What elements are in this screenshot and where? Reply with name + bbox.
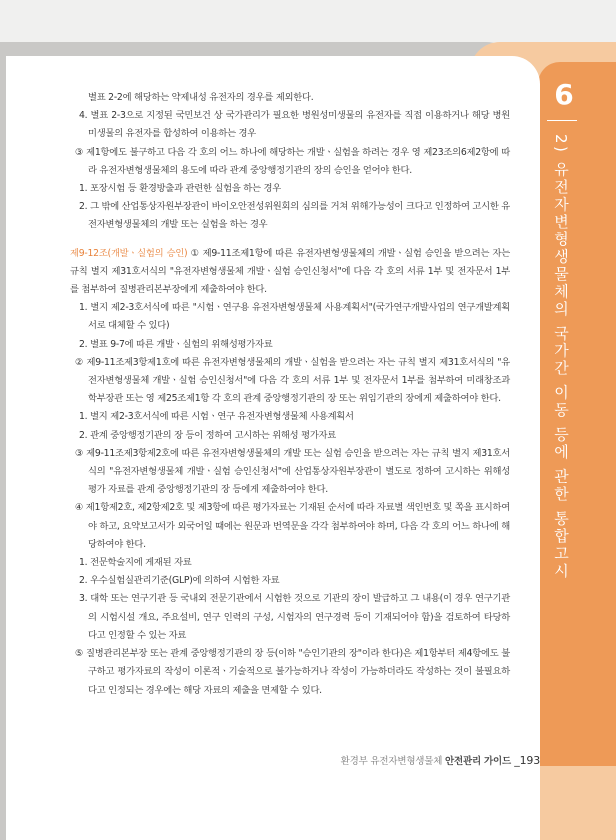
list-item: 2. 별표 9-7에 따른 개발ㆍ실험의 위해성평가자료 — [79, 338, 273, 350]
chapter-tab — [538, 62, 616, 766]
list-item: ⑤ 질병관리본부장 또는 관계 중앙행정기관의 장 등(이하 "승인기관의 장"이라 한다)은 제1항부터 제4항에도 불구하고 평가자료의 작성이 이론적ㆍ기술적으로 불가능하거나 작성이 가능하더라도 작성하는 것이 불필요하다고 인정되는 경우에는 해당 자료의 제출을 면제할 수 있다. — [75, 648, 510, 696]
document-body — [70, 89, 510, 700]
article-body: ① 제9-11조제1항에 따른 유전자변형생물체의 개발ㆍ실험 승인을 받으려는 자는 규칙 별지 제31호서식의 "유전자변형생물체 개발ㆍ실험 승인신청서"에 다음 각 호의 서류 1부 및 전자문서 1부를 첨부하여 질병관리본부장에게 제출하여야 한다. — [70, 247, 510, 296]
chapter-divider — [547, 120, 577, 121]
list-item: 2. 우수실험실관리기준(GLP)에 의하여 시험한 자료 — [79, 575, 280, 587]
page-footer — [330, 753, 540, 767]
list-item: 1. 별지 제2-3호서식에 따른 "시험ㆍ연구용 유전자변형생물체 사용계획서"(국가연구개발사업의 연구개발계획서로 대체할 수 있다) — [79, 302, 510, 332]
list-item: ③ 제9-11조제3항제2호에 따른 유전자변형생물체의 개발 또는 실험 승인을 받으려는 자는 규칙 별지 제31호서식의 "유전자변형생물체 개발ㆍ실험 승인신청서"에 산업통상자원부장관이 별도로 정하여 고시하는 위해성평가 자료를 관계 중앙행정기관의 장 등에게 제출하여야 한다. — [75, 447, 510, 496]
list-item: 3. 대학 또는 연구기관 등 국내외 전문기관에서 시험한 것으로 기관의 장이 발급하고 그 내용(이 경우 연구기관의 시험시설 개요, 주요설비, 연구 인력의 구성, 시험자의 연구경력 등이 기재되어야 함)을 검토하여 타당하다고 인정할 수 있는 자료 — [79, 593, 510, 641]
page-number: _193 — [511, 754, 540, 767]
list-item: 1. 전문학술지에 게재된 자료 — [79, 557, 192, 569]
chapter-number: 6 — [554, 78, 574, 111]
footer-publisher: 환경부 유전자변형생물체 — [340, 756, 446, 767]
article-title: 제9-12조(개발ㆍ실험의 승인) — [70, 247, 188, 259]
chapter-title: 2) 유전자변형생물체의 국가간 이동 등에 관한 통합고시 — [552, 134, 570, 581]
list-item: 2. 관계 중앙행정기관의 장 등이 정하여 고시하는 위해성 평가자료 — [79, 429, 337, 441]
list-item: 4. 별표 2-3으로 지정된 국민보건 상 국가관리가 필요한 병원성미생물의 유전자를 직접 이용하거나 해당 병원미생물의 유전자를 합성하여 이용하는 경우 — [79, 110, 510, 140]
list-item: ③ 제1항에도 불구하고 다음 각 호의 어느 하나에 해당하는 개발ㆍ실험을 하려는 경우 영 제23조의6제2항에 따라 유전자변형생물체의 용도에 따라 관계 중앙행정기관의 장의 승인을 얻어야 한다. — [75, 146, 510, 176]
paragraph: 별표 2-2에 해당하는 약제내성 유전자의 경우를 제외한다. — [88, 92, 314, 103]
list-item: ④ 제1항제2호, 제2항제2호 및 제3항에 따른 평가자료는 기재된 순서에 따라 자료별 색인번호 및 쪽을 표시하여야 하고, 요약보고서가 외국어일 때에는 원문과 번역문을 각각 첨부하여야 하며, 다음 각 호의 어느 하나에 해당하여야 한다. — [75, 502, 510, 550]
list-item: 1. 별지 제2-3호서식에 따른 시험ㆍ연구 유전자변형생물체 사용계획서 — [79, 411, 354, 423]
article-paragraph — [70, 245, 510, 300]
list-item: 1. 포장시험 등 환경방출과 관련한 실험을 하는 경우 — [79, 183, 281, 195]
list-item: ② 제9-11조제3항제1호에 따른 유전자변형생물체의 개발ㆍ실험을 받으려는 자는 규칙 별지 제31호서식의 "유전자변형생물체 개발ㆍ실험 승인신청서"에 다음 각 호의 서류 1부 및 전자문서 1부를 첨부하여 미래창조과학부장관 또는 영 제25조제1항 각 호의 관계 중앙행정기관의 장 또는 위임기관의 장에게 제출하여야 한다. — [75, 356, 510, 405]
list-item: 2. 그 밖에 산업통상자원부장관이 바이오안전성위원회의 심의를 거쳐 위해가능성이 크다고 인정하여 고시한 유전자변형생물체의 개발 또는 실험을 하는 경우 — [79, 201, 511, 231]
footer-guide-title: 안전관리 가이드 — [445, 756, 511, 767]
